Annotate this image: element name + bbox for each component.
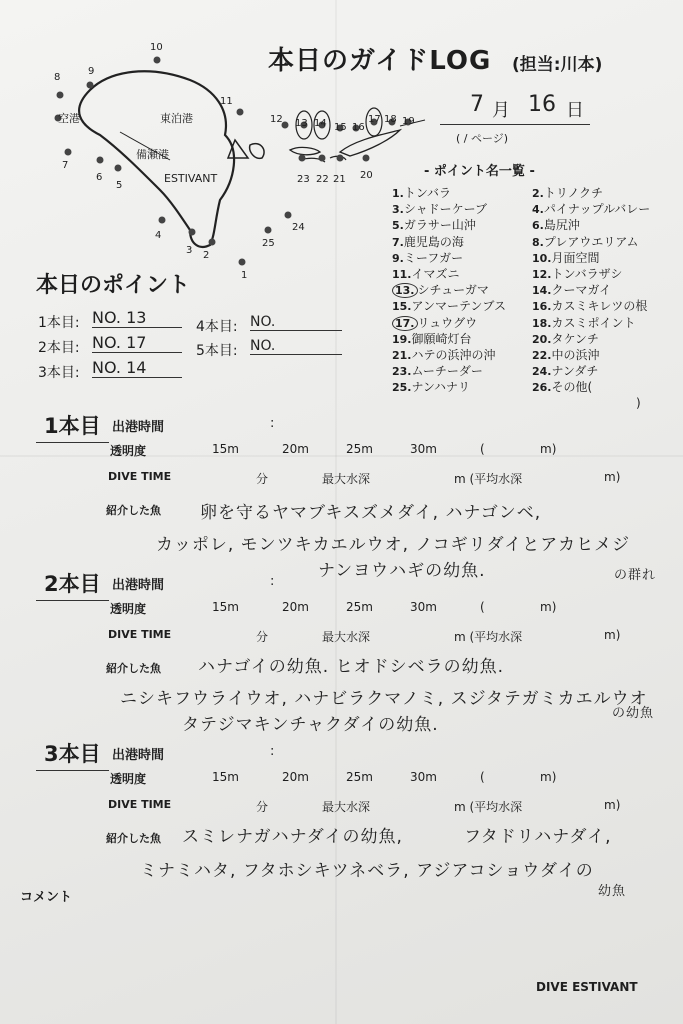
fish-label: 紹介した魚 <box>106 504 161 517</box>
dive1-title: 1本目 <box>36 410 109 443</box>
point-list-item <box>532 378 592 395</box>
avgdepth-label: m (平均水深 <box>454 800 523 814</box>
map-num-22: 22 <box>316 174 329 185</box>
point-name: 島尻沖 <box>543 218 580 233</box>
point-name: カスミポイント <box>551 315 636 330</box>
visibility-30m: 30m <box>410 442 437 456</box>
dive3-title: 3本目 <box>36 738 109 771</box>
map-label-port-east: 東泊港 <box>160 112 193 125</box>
fish-note: 幼魚 <box>598 884 627 899</box>
point-name: ガラサー山沖 <box>403 218 476 233</box>
point-list-item <box>532 346 600 363</box>
point-name: 月面空間 <box>551 250 600 265</box>
point-list-item <box>392 249 463 266</box>
divetime-minutes: 分 <box>256 472 269 486</box>
divetime-minutes: 分 <box>256 800 269 814</box>
point-name: ミーフガー <box>403 250 464 265</box>
dive4-label: 4本目: <box>196 319 238 335</box>
visibility-paren-open: ( <box>480 770 485 784</box>
dive1-point: NO. 13 <box>92 308 182 328</box>
dive5-label: 5本目: <box>196 343 238 359</box>
point-name: その他( <box>551 380 593 395</box>
divetime-label: DIVE TIME <box>108 470 172 483</box>
page-count: ( / ページ) <box>456 132 509 145</box>
map-num-12: 12 <box>270 114 283 125</box>
visibility-25m: 25m <box>346 770 373 784</box>
fish-note: の幼魚 <box>612 706 655 721</box>
point-number: 7. <box>392 235 404 249</box>
dive3-point: NO. 14 <box>92 358 182 378</box>
point-name: 中の浜沖 <box>551 348 600 362</box>
fish-note: タテジマキンチャクダイの幼魚. <box>182 715 439 735</box>
fish-note: カッポレ, モンツキカエルウオ, ノコギリダイとアカヒメジ <box>156 535 631 555</box>
visibility-15m: 15m <box>212 770 239 784</box>
point-number: 1. <box>392 187 404 200</box>
point-name: トリノクチ <box>543 186 604 200</box>
point-list-item <box>532 249 600 266</box>
point-list-item <box>532 184 603 201</box>
map-num-16: 16 <box>352 122 365 133</box>
map-num-1: 1 <box>241 270 248 281</box>
point-list-item <box>392 314 477 331</box>
map-num-23: 23 <box>297 174 310 185</box>
visibility-20m: 20m <box>282 600 309 614</box>
point-number: 17. <box>392 316 418 331</box>
point-name: 鹿児島の海 <box>403 234 464 249</box>
map-num-15: 15 <box>334 122 347 133</box>
dive2-point: NO. 17 <box>92 333 182 353</box>
visibility-paren-close: m) <box>540 600 557 614</box>
map-label-port-bise: 備瀬港 <box>136 148 169 161</box>
map-num-2: 2 <box>203 250 210 261</box>
fish-note: フタドリハナダイ, <box>464 827 612 847</box>
point-list-item <box>392 362 483 379</box>
visibility-20m: 20m <box>282 770 309 784</box>
fish-label: 紹介した魚 <box>106 832 161 845</box>
avgdepth-close: m) <box>604 628 621 642</box>
point-number: 14. <box>532 284 552 298</box>
map-num-7: 7 <box>62 160 69 171</box>
maxdepth-label: 最大水深 <box>322 800 371 814</box>
dive3-label: 3本目: <box>38 365 80 381</box>
point-number: 6. <box>532 219 544 233</box>
point-number: 22. <box>532 349 552 362</box>
map-num-14: 14 <box>314 118 327 129</box>
visibility-25m: 25m <box>346 442 373 456</box>
point-name: リュウグウ <box>417 315 478 330</box>
map-num-21: 21 <box>333 174 346 185</box>
point-list-item <box>392 265 460 282</box>
point-list-item <box>392 378 470 395</box>
point-list-item <box>532 265 622 282</box>
date-month: 7 <box>470 92 484 117</box>
point-other-close: ) <box>636 396 641 410</box>
point-number: 23. <box>392 365 412 379</box>
visibility-15m: 15m <box>212 600 239 614</box>
map-num-13: 13 <box>295 118 308 129</box>
point-number: 26. <box>532 381 552 395</box>
maxdepth-label: 最大水深 <box>322 630 371 644</box>
point-number: 25. <box>392 381 412 395</box>
today-points-heading: 本日のポイント <box>36 273 191 298</box>
point-list-item <box>392 297 506 314</box>
visibility-paren-open: ( <box>480 600 485 614</box>
point-list-item <box>532 314 636 331</box>
point-name: ハテの浜沖の沖 <box>411 348 496 362</box>
point-number: 11. <box>392 268 412 281</box>
paper-crease <box>0 455 683 457</box>
departure-label: 出港時間 <box>112 420 165 435</box>
map-num-20: 20 <box>360 170 373 181</box>
map-num-4: 4 <box>155 230 162 241</box>
point-number: 24. <box>532 365 552 379</box>
departure-label: 出港時間 <box>112 578 165 593</box>
visibility-15m: 15m <box>212 442 239 456</box>
point-list-item <box>532 330 599 347</box>
map-num-6: 6 <box>96 172 103 183</box>
point-name: ナンダチ <box>551 364 599 379</box>
point-name: トンバラザシ <box>551 267 623 281</box>
fish-note: の群れ <box>614 568 657 583</box>
point-number: 13. <box>392 283 418 298</box>
visibility-20m: 20m <box>282 442 309 456</box>
point-number: 20. <box>532 332 552 346</box>
points-list-heading: - ポイント名一覧 - <box>424 164 535 179</box>
point-name: 御願崎灯台 <box>411 331 472 346</box>
avgdepth-label: m (平均水深 <box>454 472 523 486</box>
point-list-item <box>392 330 472 347</box>
map-label-estivant: ESTIVANT <box>164 172 218 185</box>
point-name: プレアウエリアム <box>543 234 639 249</box>
point-list-item <box>392 216 476 233</box>
map-num-25: 25 <box>262 238 275 249</box>
avgdepth-close: m) <box>604 470 621 484</box>
point-list-item <box>392 233 464 250</box>
point-number: 4. <box>532 203 544 217</box>
visibility-30m: 30m <box>410 770 437 784</box>
footer-brand: DIVE ESTIVANT <box>536 980 638 994</box>
point-name: イマズニ <box>411 267 460 281</box>
fish-note: スミレナガハナダイの幼魚, <box>182 827 403 847</box>
point-list-item <box>532 200 650 217</box>
fish-note: ナンヨウハギの幼魚. <box>318 561 486 581</box>
point-name: ムーチーダー <box>411 364 483 379</box>
point-list-item <box>532 297 647 314</box>
point-name: ナンハナリ <box>411 380 471 395</box>
map-num-24: 24 <box>292 222 305 233</box>
comment-label: コメント <box>20 890 73 905</box>
point-number: 3. <box>392 203 404 217</box>
fish-note: ニシキフウライウオ, ハナビラクマノミ, スジタテガミカエルウオ <box>120 689 648 709</box>
point-number: 12. <box>532 268 552 281</box>
map-num-10: 10 <box>150 42 163 53</box>
point-number: 21. <box>392 349 412 362</box>
point-name: シャドーケーブ <box>403 202 488 217</box>
point-number: 18. <box>532 316 552 330</box>
dive2-label: 2本目: <box>38 340 80 356</box>
fish-note: ミナミハタ, フタホシキツネベラ, アジアコショウダイの <box>140 861 594 881</box>
dive2-title: 2本目 <box>36 568 109 601</box>
departure-colon: : <box>270 744 275 759</box>
departure-label: 出港時間 <box>112 748 165 763</box>
divetime-label: DIVE TIME <box>108 798 172 811</box>
visibility-paren-close: m) <box>540 770 557 784</box>
visibility-30m: 30m <box>410 600 437 614</box>
avgdepth-label: m (平均水深 <box>454 630 523 644</box>
point-list-item <box>532 233 639 250</box>
visibility-paren-open: ( <box>480 442 485 456</box>
point-list-item <box>392 184 451 201</box>
point-name: アンマーテンブス <box>411 299 506 314</box>
point-number: 19. <box>392 332 412 346</box>
islet-outline <box>290 147 320 154</box>
guide-name: (担当:川本) <box>512 55 603 75</box>
map-num-19: 19 <box>402 116 415 127</box>
map-num-17: 17 <box>368 114 381 125</box>
point-name: シチューガマ <box>417 283 489 298</box>
map-num-5: 5 <box>116 180 123 191</box>
departure-colon: : <box>270 574 275 589</box>
point-number: 16. <box>532 300 552 314</box>
point-number: 2. <box>532 187 544 200</box>
point-number: 8. <box>532 235 544 249</box>
point-name: トンバラ <box>403 186 452 200</box>
fish-note: 卵を守るヤマブキスズメダイ, ハナゴンベ, <box>200 503 542 523</box>
visibility-label: 透明度 <box>110 602 147 616</box>
avgdepth-close: m) <box>604 798 621 812</box>
point-name: タケンチ <box>551 331 599 346</box>
map-num-18: 18 <box>384 114 397 125</box>
divetime-label: DIVE TIME <box>108 628 172 641</box>
map-label-airport: 空港 <box>58 112 80 125</box>
point-list-item <box>392 346 496 363</box>
map-num-9: 9 <box>88 66 95 77</box>
visibility-25m: 25m <box>346 600 373 614</box>
divetime-minutes: 分 <box>256 630 269 644</box>
map-num-11: 11 <box>220 96 233 107</box>
point-list-item <box>532 281 611 298</box>
visibility-paren-close: m) <box>540 442 557 456</box>
maxdepth-label: 最大水深 <box>322 472 371 486</box>
visibility-label: 透明度 <box>110 444 147 458</box>
day-unit: 日 <box>566 100 584 121</box>
dive4-point: NO. <box>250 314 342 331</box>
point-list-item <box>532 362 598 379</box>
fish-note: ハナゴイの幼魚. ヒオドシベラの幼魚. <box>198 657 505 677</box>
date-day: 16 <box>528 92 556 117</box>
visibility-label: 透明度 <box>110 772 147 786</box>
dive-map <box>40 40 430 280</box>
map-num-3: 3 <box>186 245 193 256</box>
point-name: カスミキレツの根 <box>551 299 648 314</box>
point-list-item <box>392 200 487 217</box>
map-num-8: 8 <box>54 72 61 83</box>
point-number: 10. <box>532 251 552 265</box>
point-list-item <box>532 216 580 233</box>
date-underline <box>440 124 590 125</box>
point-list-item <box>392 281 489 298</box>
point-number: 9. <box>392 251 404 265</box>
fish-label: 紹介した魚 <box>106 662 161 675</box>
point-name: クーマガイ <box>551 283 612 298</box>
log-title: 本日のガイドLOG <box>268 46 492 76</box>
dive5-point: NO. <box>250 338 342 355</box>
point-number: 15. <box>392 300 412 314</box>
point-name: パイナップルバレー <box>543 202 651 217</box>
month-unit: 月 <box>492 100 510 121</box>
point-number: 5. <box>392 219 404 233</box>
dive1-label: 1本目: <box>38 315 80 331</box>
departure-colon: : <box>270 416 275 431</box>
